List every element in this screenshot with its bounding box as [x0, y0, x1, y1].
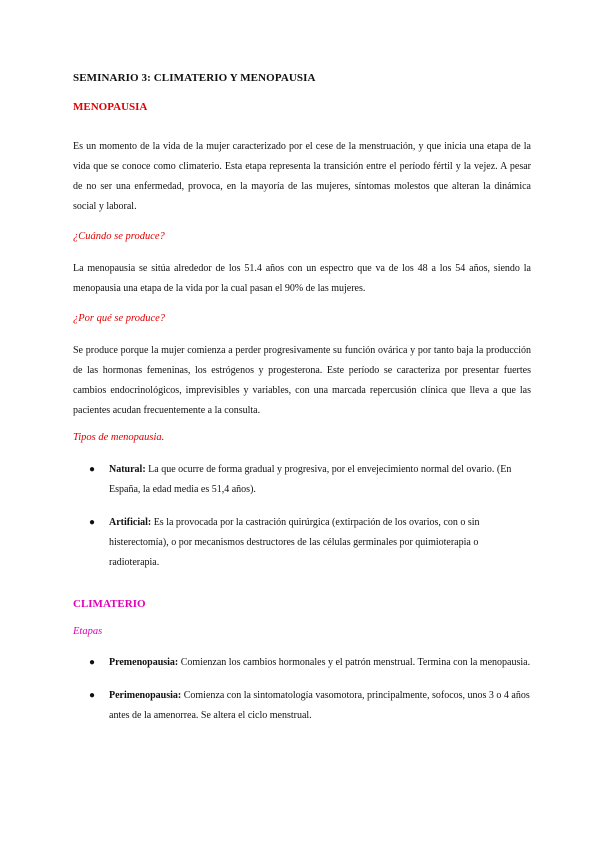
term-natural: Natural:	[109, 464, 146, 475]
list-item-natural	[73, 460, 531, 500]
list-item-perimenopausia	[73, 686, 531, 726]
section-heading-climaterio: CLIMATERIO	[73, 598, 146, 610]
subheading-when: ¿Cuándo se produce?	[73, 231, 165, 242]
term-perimenopausia: Perimenopausia:	[109, 690, 182, 701]
list-item-premenopausia	[73, 653, 531, 673]
document-title: SEMINARIO 3: CLIMATERIO Y MENOPAUSIA	[73, 72, 316, 84]
bullet-icon: ●	[89, 657, 96, 668]
definition-natural: La que ocurre de forma gradual y progresiva, por el envejecimiento normal del ovario. (En España, la edad media es 51,4 años).	[109, 464, 512, 495]
definition-artificial: Es la provocada por la castración quirúrgica (extirpación de los ovarios, con o sin histerectomía), o por mecanismos destructores de las células germinales por quimioterapia o radioterapia.	[109, 517, 480, 568]
section-heading-menopausia: MENOPAUSIA	[73, 101, 148, 113]
when-paragraph: La menopausia se sitúa alrededor de los 51.4 años con un espectro que va de los 48 a los 54 años, siendo la menopausia una etapa de la vida por la cual pasan el 90% de las mujeres.	[73, 263, 531, 294]
definition-perimenopausia: Comienza con la sintomatología vasomotora, principalmente, sofocos, unos 3 o 4 años antes de la amenorrea. Se altera el ciclo menstrual.	[109, 690, 530, 721]
term-premenopausia: Premenopausia:	[109, 657, 179, 668]
why-paragraph: Se produce porque la mujer comienza a perder progresivamente su función ovárica y por tanto baja la producción de las hormonas femeninas, los estrógenos y progesterona. Este período se caracteriza por presentar fuertes cambios endocrinológicos, imprevisibles y variables, con una marcada repercusión clínica que lleva a que las pacientes acudan frecuentemente a la consulta.	[73, 345, 531, 416]
bullet-icon: ●	[89, 464, 96, 475]
term-artificial: Artificial:	[109, 517, 152, 528]
climaterio-stages-list	[73, 653, 531, 726]
bullet-icon: ●	[89, 517, 96, 528]
list-item-artificial	[73, 513, 531, 573]
definition-premenopausia: Comienzan los cambios hormonales y el patrón menstrual. Termina con la menopausia.	[178, 657, 531, 668]
subheading-types: Tipos de menopausia.	[73, 432, 165, 443]
menopause-types-list	[73, 460, 531, 573]
bullet-icon: ●	[89, 690, 96, 701]
subheading-stages: Etapas	[73, 626, 103, 637]
subheading-why: ¿Por qué se produce?	[73, 313, 166, 324]
menopausia-intro-paragraph: Es un momento de la vida de la mujer caracterizado por el cese de la menstruación, y que inicia una etapa de la vida que se conoce como climaterio. Esta etapa representa la transición entre el período fértil y la vejez. A pesar de no ser una enfermedad, provoca, en la mayoría de las mujeres, síntomas molestos que alteran la dinámica social y laboral.	[73, 141, 531, 212]
